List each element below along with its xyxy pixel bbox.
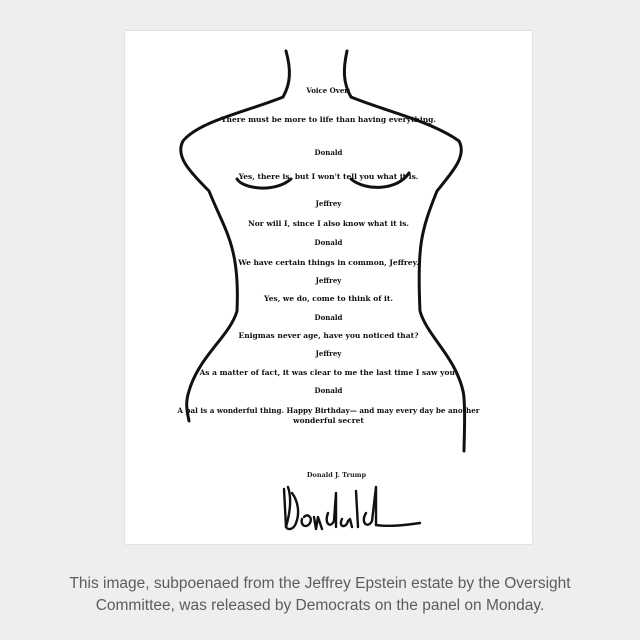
dialogue-line: As a matter of fact, it was clear to me the last time I saw you. — [199, 368, 458, 377]
signature-name: Donald J. Trump — [306, 471, 367, 479]
speaker-donald: Donald — [314, 148, 343, 157]
dialogue-line: wonderful secret — [293, 416, 364, 425]
dialogue-line: Enigmas never age, have you noticed that? — [238, 331, 419, 340]
letter-sheet — [125, 31, 532, 544]
dialogue-line: A pal is a wonderful thing. Happy Birthday— and may every day be another — [177, 406, 480, 415]
speaker-jeffrey: Jeffrey — [315, 199, 342, 208]
dialogue-line: We have certain things in common, Jeffrey. — [238, 258, 419, 267]
dialogue-line: Nor will I, since I also know what it is. — [247, 219, 410, 228]
speaker-jeffrey: Jeffrey — [315, 349, 342, 358]
caption-line-2: Committee, was released by Democrats on the panel on Monday. — [95, 597, 545, 614]
speaker-jeffrey: Jeffrey — [315, 276, 342, 285]
handwritten-signature — [280, 483, 425, 535]
speaker-donald: Donald — [314, 313, 343, 322]
body-outline-drawing — [125, 31, 532, 544]
speaker-donald: Donald — [314, 386, 343, 395]
dialogue-line: There must be more to life than having everything. — [220, 115, 437, 124]
photo-caption — [0, 573, 640, 617]
speaker-donald: Donald — [314, 238, 343, 247]
dialogue-line: Yes, we do, come to think of it. — [264, 294, 393, 303]
caption-line-1: This image, subpoenaed from the Jeffrey Epstein estate by the Oversight — [69, 575, 571, 592]
voice-over-label: Voice Over: — [306, 86, 351, 95]
dialogue-line: Yes, there is, but I won't tell you what it is. — [238, 172, 419, 181]
